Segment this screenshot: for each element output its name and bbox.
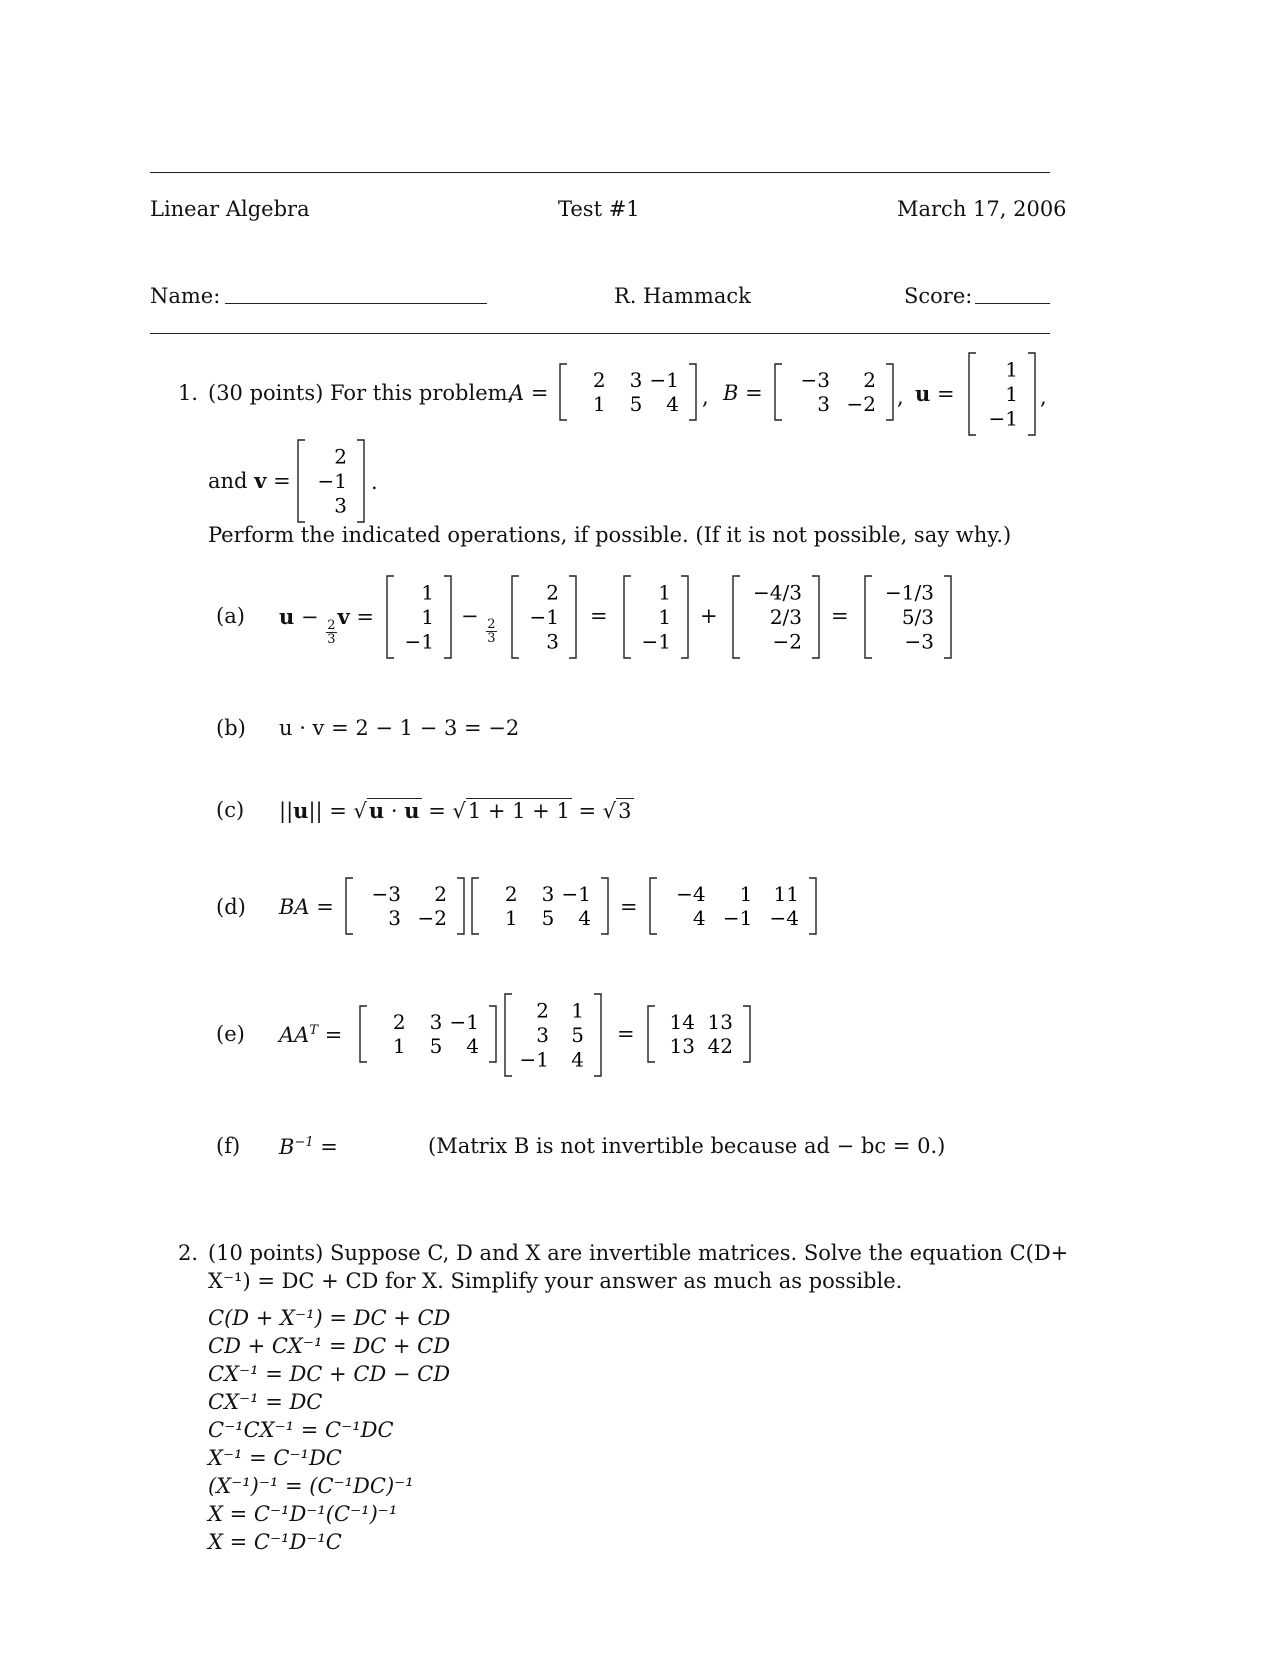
score-blank[interactable]	[975, 303, 1050, 304]
part-d-matrix-A	[470, 876, 610, 936]
matrix-entry: 3	[546, 629, 559, 654]
matrix-entry: −1	[404, 629, 434, 654]
matrix-entry: 4	[578, 906, 591, 930]
left-bracket	[505, 994, 512, 1076]
part-e-lhs: $AA^T$ =	[279, 1023, 343, 1047]
matrix-entry: 3	[334, 493, 347, 518]
matrix-entry: 1	[504, 906, 518, 930]
part-d-result	[648, 876, 818, 936]
matrix-entry: 13	[707, 1010, 733, 1034]
matrix-entry: 2	[536, 998, 549, 1023]
part-a-expression: u − $\frac{2}{3}$ v =	[279, 604, 374, 648]
left-bracket	[733, 576, 740, 658]
comma-separator: ,	[702, 385, 709, 409]
derivation-step: CX⁻¹ = DC + CD − CD	[208, 1362, 451, 1386]
matrix-entry: 11	[773, 882, 799, 906]
part-e-result	[646, 1004, 752, 1064]
matrix-entry: 1	[421, 580, 434, 605]
and-word: and	[208, 469, 248, 493]
matrix-B-label: B =	[723, 381, 763, 405]
left-bracket	[346, 878, 353, 934]
left-bracket	[624, 576, 631, 658]
right-bracket	[812, 576, 819, 658]
left-bracket	[298, 440, 305, 522]
part-f-lhs: $B^{-1}$ =	[279, 1135, 338, 1159]
matrix-entry: −3	[800, 368, 830, 392]
equals-sign: =	[620, 895, 638, 919]
matrix-entry: 3	[541, 882, 555, 906]
right-bracket	[489, 1006, 496, 1062]
matrix-A-label: A =	[509, 381, 549, 405]
left-bracket	[865, 576, 872, 658]
left-bracket	[969, 353, 976, 435]
matrix-entry: 5/3	[901, 605, 934, 629]
part-a-vector-v	[510, 574, 578, 660]
left-bracket	[775, 364, 782, 420]
part-a-minus-two-thirds: − $\frac{2}{3}$	[461, 604, 496, 647]
derivation-step: CD + CX⁻¹ = DC + CD	[208, 1334, 451, 1358]
right-bracket	[886, 364, 893, 420]
left-bracket	[648, 1006, 655, 1062]
matrix-entry: −2	[417, 906, 447, 930]
left-bracket	[560, 364, 567, 420]
matrix-entry: −4/3	[753, 580, 802, 605]
header-bottom-rule	[150, 333, 1050, 334]
problem-1-intro: (30 points) For this problem,	[208, 381, 515, 405]
derivation-step: C(D + X⁻¹) = DC + CD	[208, 1306, 451, 1330]
part-d-matrix-B	[344, 876, 466, 936]
matrix-entry: −1	[641, 629, 671, 654]
matrix-A	[558, 362, 698, 422]
plus-sign: +	[700, 604, 718, 628]
matrix-entry: 3	[629, 368, 643, 392]
matrix-entry: −1	[649, 368, 679, 392]
matrix-entry: 5	[541, 906, 555, 930]
matrix-entry: 4	[692, 906, 706, 930]
part-a-result	[863, 574, 953, 660]
matrix-entry: −1	[988, 406, 1018, 431]
part-a-vector-u	[385, 574, 453, 660]
right-bracket	[681, 576, 688, 658]
derivation-step: C⁻¹CX⁻¹ = C⁻¹DC	[208, 1418, 394, 1442]
matrix-entry: 1	[571, 998, 584, 1023]
matrix-entry: 5	[629, 392, 643, 416]
derivation-step: X = C⁻¹D⁻¹(C⁻¹)⁻¹	[208, 1502, 398, 1526]
problem-2-number: 2.	[178, 1241, 199, 1265]
part-b-expression: u · v = 2 − 1 − 3 = −2	[279, 716, 520, 740]
right-bracket	[444, 576, 451, 658]
top-rule	[150, 172, 1050, 173]
name-label: Name:	[150, 284, 221, 308]
part-a-vector-u-repeat	[622, 574, 690, 660]
matrix-entry: 3	[388, 906, 401, 930]
matrix-entry: −1	[519, 1047, 549, 1072]
matrix-entry: −4	[676, 882, 706, 906]
right-bracket	[357, 440, 364, 522]
matrix-entry: 1	[592, 392, 606, 416]
matrix-entry: 4	[466, 1034, 479, 1058]
part-f-note: (Matrix B is not invertible because ad − bc = 0.)	[428, 1134, 946, 1158]
part-a-label: (a)	[216, 604, 245, 628]
problem-2-line-1: (10 points) Suppose C, D and X are invertible matrices. Solve the equation C(D+	[208, 1241, 1069, 1265]
part-d-label: (d)	[216, 895, 246, 919]
left-bracket	[387, 576, 394, 658]
part-e-label: (e)	[216, 1022, 245, 1046]
part-a-scaled-v	[731, 574, 821, 660]
comma-separator: ,	[1040, 385, 1047, 409]
matrix-entry: 3	[536, 1023, 549, 1047]
problem-2-line-2: X⁻¹) = DC + CD for X. Simplify your answer as much as possible.	[208, 1269, 903, 1293]
score-label: Score:	[904, 284, 973, 308]
matrix-entry: 2	[334, 444, 347, 469]
part-b-label: (b)	[216, 716, 246, 740]
course-title: Linear Algebra	[150, 197, 310, 221]
part-d-lhs: BA =	[279, 895, 334, 919]
matrix-entry: −3	[904, 629, 934, 654]
matrix-entry: 4	[666, 392, 679, 416]
matrix-entry: 2	[863, 368, 876, 392]
derivation-step: X = C⁻¹D⁻¹C	[208, 1530, 342, 1554]
matrix-entry: −1/3	[885, 580, 934, 605]
matrix-entry: 14	[669, 1010, 695, 1034]
matrix-entry: 2	[504, 882, 518, 906]
problem-1-number: 1.	[178, 381, 199, 405]
left-bracket	[472, 878, 479, 934]
left-bracket	[650, 878, 657, 934]
vector-v	[296, 438, 366, 524]
equals-sign: =	[831, 604, 849, 628]
matrix-entry: 1	[658, 580, 671, 605]
derivation-step: (X⁻¹)⁻¹ = (C⁻¹DC)⁻¹	[208, 1474, 414, 1498]
matrix-entry: 3	[429, 1010, 443, 1034]
test-number: Test #1	[558, 197, 640, 221]
right-bracket	[689, 364, 696, 420]
matrix-entry: −2	[846, 392, 876, 416]
matrix-entry: 5	[429, 1034, 443, 1058]
instructor-name: R. Hammack	[614, 284, 751, 308]
problem-1-instruction: Perform the indicated operations, if possible. (If it is not possible, say why.)	[208, 523, 1012, 547]
matrix-entry: 42	[707, 1034, 733, 1058]
period: .	[371, 470, 378, 494]
matrix-entry: 3	[817, 392, 830, 416]
equals-sign: =	[617, 1022, 635, 1046]
matrix-B	[773, 362, 895, 422]
right-bracket	[809, 878, 816, 934]
right-bracket	[457, 878, 464, 934]
matrix-entry: 2/3	[769, 605, 802, 629]
matrix-entry: 1	[1005, 382, 1018, 406]
comma-separator: ,	[897, 385, 904, 409]
part-f-label: (f)	[216, 1134, 241, 1158]
matrix-entry: 5	[571, 1023, 584, 1047]
derivation-step: X⁻¹ = C⁻¹DC	[208, 1446, 342, 1470]
part-e-matrix-A-transpose	[503, 992, 603, 1078]
matrix-entry: −1	[529, 605, 559, 629]
part-e-matrix-A	[358, 1004, 498, 1064]
right-bracket	[1028, 353, 1035, 435]
derivation-step: CX⁻¹ = DC	[208, 1390, 323, 1414]
matrix-entry: −1	[449, 1010, 479, 1034]
equals-sign: =	[590, 604, 608, 628]
matrix-entry: −2	[772, 629, 802, 654]
matrix-entry: 2	[392, 1010, 406, 1034]
left-bracket	[360, 1006, 367, 1062]
right-bracket	[601, 878, 608, 934]
matrix-entry: −1	[722, 906, 753, 930]
matrix-entry: 4	[571, 1047, 584, 1072]
matrix-entry: 1	[658, 605, 671, 629]
matrix-entry: −1	[317, 469, 347, 493]
matrix-entry: 1	[739, 882, 753, 906]
vector-u	[967, 351, 1037, 437]
and-label: and v =	[208, 468, 291, 493]
part-c-label: (c)	[216, 798, 245, 822]
left-bracket	[512, 576, 519, 658]
matrix-entry: −3	[371, 882, 401, 906]
right-bracket	[944, 576, 951, 658]
right-bracket	[743, 1006, 750, 1062]
matrix-entry: 2	[434, 882, 447, 906]
right-bracket	[569, 576, 576, 658]
matrix-entry: 2	[592, 368, 606, 392]
test-date: March 17, 2006	[897, 197, 1067, 221]
name-blank[interactable]	[225, 303, 487, 304]
matrix-entry: 13	[669, 1034, 695, 1058]
matrix-entry: −1	[561, 882, 591, 906]
right-bracket	[594, 994, 601, 1076]
matrix-entry: −4	[769, 906, 799, 930]
matrix-entry: 1	[392, 1034, 406, 1058]
matrix-entry: 2	[546, 580, 559, 605]
matrix-entry: 1	[421, 605, 434, 629]
matrix-entry: 1	[1005, 357, 1018, 382]
part-c-expression: ||u|| = √u · u = √1 + 1 + 1 = √3	[279, 798, 632, 823]
vector-u-label: u =	[915, 381, 955, 406]
